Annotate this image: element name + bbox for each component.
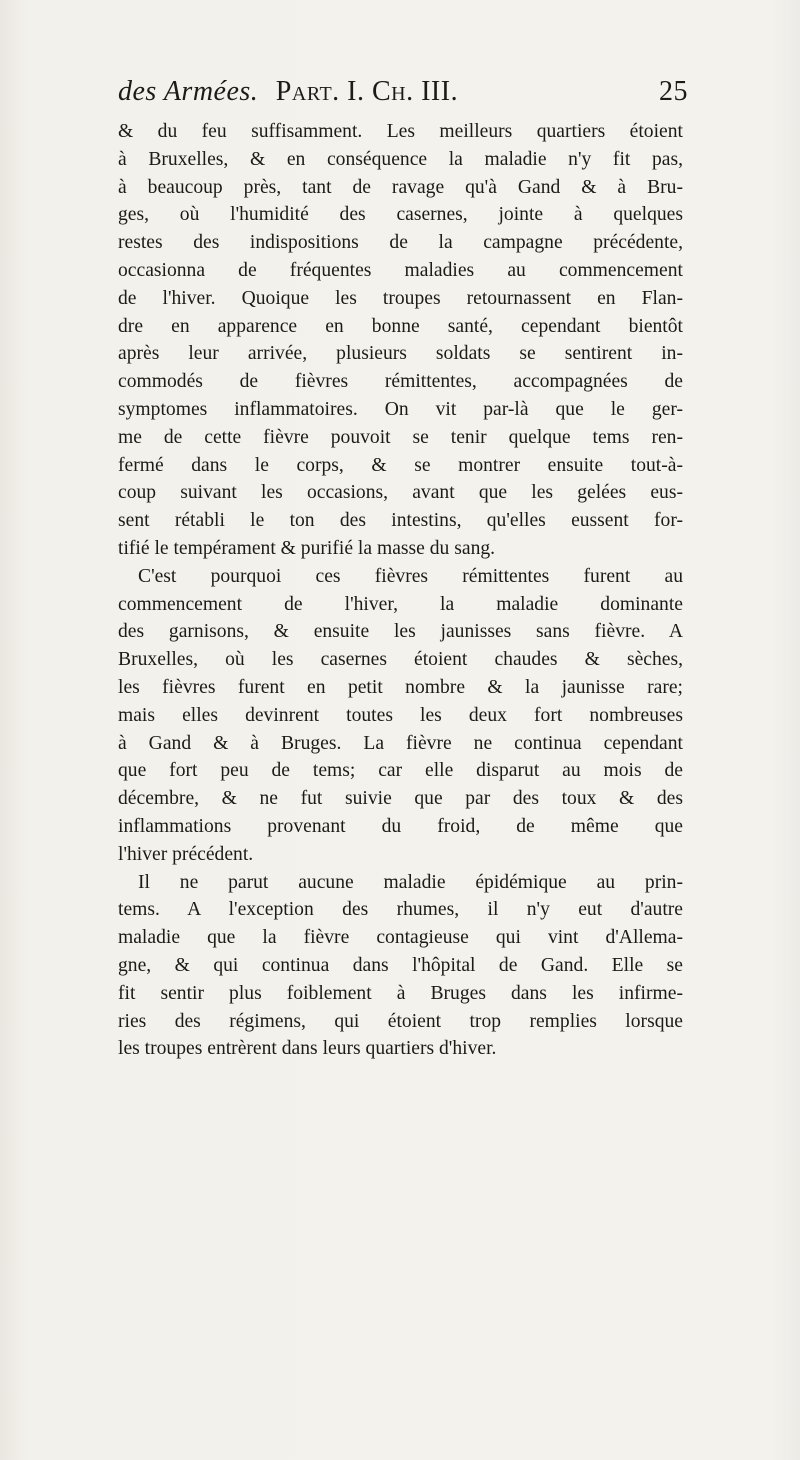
text-line: symptomes inflammatoires. On vit par-là que le ger- bbox=[118, 398, 683, 420]
text-line: dre en apparence en bonne santé, cependant bientôt bbox=[118, 315, 683, 337]
text-line: l'hiver précédent. bbox=[118, 843, 254, 865]
text-line: des garnisons, & ensuite les jaunisses sans fièvre. A bbox=[118, 621, 683, 643]
text-line: décembre, & ne fut suivie que par des toux & des bbox=[118, 788, 683, 810]
running-header bbox=[118, 76, 688, 116]
text-line: me de cette fièvre pouvoit se tenir quelque tems ren- bbox=[118, 426, 683, 448]
text-line: commodés de fièvres rémittentes, accompagnées de bbox=[118, 371, 683, 393]
text-line: après leur arrivée, plusieurs soldats se sentirent in- bbox=[118, 343, 683, 365]
text-line: coup suivant les occasions, avant que les gelées eus- bbox=[118, 482, 683, 504]
text-line: sent rétabli le ton des intestins, qu'elles eussent for- bbox=[118, 510, 683, 532]
body-text bbox=[118, 118, 683, 1063]
text-line: & du feu suffisamment. Les meilleurs quartiers étoient bbox=[118, 121, 683, 142]
text-line: ries des régimens, qui étoient trop remplies lorsque bbox=[118, 1010, 683, 1032]
text-line: fit sentir plus foiblement à Bruges dans les infirme- bbox=[118, 982, 683, 1004]
text-line: les troupes entrèrent dans leurs quartiers d'hiver. bbox=[118, 1038, 497, 1060]
text-line: Bruxelles, où les casernes étoient chaudes & sèches, bbox=[118, 649, 683, 671]
text-line: restes des indispositions de la campagne précédente, bbox=[118, 232, 683, 254]
text-line: les fièvres furent en petit nombre & la jaunisse rare; bbox=[118, 676, 683, 698]
text-line: de l'hiver. Quoique les troupes retournassent en Flan- bbox=[118, 287, 683, 309]
text-line: gne, & qui continua dans l'hôpital de Gand. Elle se bbox=[118, 954, 683, 976]
text-line: commencement de l'hiver, la maladie dominante bbox=[118, 593, 683, 615]
text-line: que fort peu de tems; car elle disparut au mois de bbox=[118, 760, 683, 782]
text-line: fermé dans le corps, & se montrer ensuite tout-à- bbox=[118, 454, 683, 476]
text-line: tifié le tempérament & purifié la masse du sang. bbox=[118, 537, 496, 559]
text-line: à Gand & à Bruges. La fièvre ne continua cependant bbox=[118, 732, 683, 754]
part-chapter-label: Part. I. Ch. III. bbox=[275, 76, 459, 107]
text-line: tems. A l'exception des rhumes, il n'y eut d'autre bbox=[118, 899, 683, 921]
text-line: mais elles devinrent toutes les deux fort nombreuses bbox=[118, 704, 683, 726]
text-line: à beaucoup près, tant de ravage qu'à Gand & à Bru- bbox=[118, 176, 683, 198]
text-line: Il ne parut aucune maladie épidémique au prin- bbox=[138, 871, 683, 893]
text-line: à Bruxelles, & en conséquence la maladie n'y fit pas, bbox=[118, 148, 683, 170]
text-line: C'est pourquoi ces fièvres rémittentes furent au bbox=[138, 565, 683, 587]
text-line: inflammations provenant du froid, de même que bbox=[118, 815, 683, 837]
page-number: 25 bbox=[659, 76, 688, 107]
text-line: ges, où l'humidité des casernes, jointe à quelques bbox=[118, 204, 683, 226]
text-line: maladie que la fièvre contagieuse qui vint d'Allema- bbox=[118, 927, 683, 949]
text-line: occasionna de fréquentes maladies au commencement bbox=[118, 259, 683, 281]
running-title: des Armées. bbox=[118, 76, 259, 107]
